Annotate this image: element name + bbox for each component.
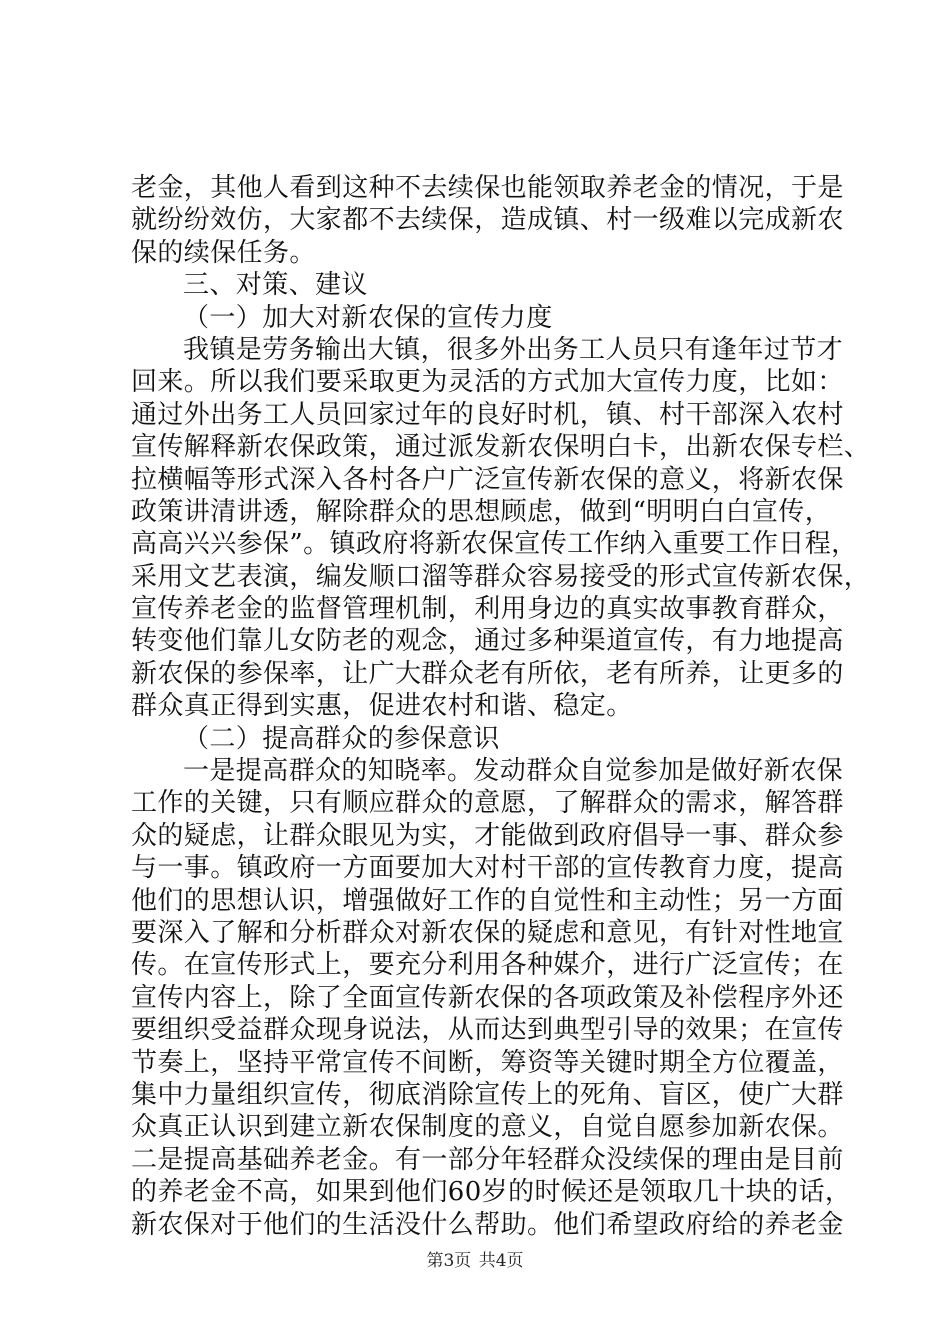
text-line: 他们的思想认识，增强做好工作的自觉性和主动性；另一方面	[131, 885, 844, 916]
text-line: 二是提高基础养老金。有一部分年轻群众没续保的理由是目前	[131, 1144, 844, 1175]
paragraph-start: 我镇是劳务输出大镇，很多外出务工人员只有逢年过节才	[183, 334, 844, 365]
text-line: 高高兴兴参保”。镇政府将新农保宣传工作纳入重要工作日程，	[131, 529, 858, 560]
subsection-heading: （二）提高群众的参保意识	[183, 723, 500, 754]
body-text	[131, 172, 871, 1241]
text-line: 传。在宣传形式上，要充分利用各种媒介，进行广泛宣传；在	[131, 950, 844, 981]
text-line: 群众真正得到实惠，促进农村和谐、稳定。	[131, 691, 633, 722]
text-line: 宣传养老金的监督管理机制，利用身边的真实故事教育群众，	[131, 594, 844, 625]
text-line: 宣传内容上，除了全面宣传新农保的各项政策及补偿程序外还	[131, 982, 844, 1013]
text-line: 老金，其他人看到这种不去续保也能领取养老金的情况，于是	[131, 173, 844, 203]
text-line: 政策讲清讲透，解除群众的思想顾虑，做到“明明白白宣传，	[131, 496, 832, 527]
page-number: 第3页	[426, 1251, 472, 1271]
page-total: 共4页	[478, 1251, 524, 1271]
text-line: 集中力量组织宣传，彻底消除宣传上的死角、盲区，使广大群	[131, 1079, 844, 1110]
subsection-heading: （一）加大对新农保的宣传力度	[183, 302, 553, 333]
text-line: 工作的关键，只有顺应群众的意愿，了解群众的需求，解答群	[131, 788, 844, 819]
text-line: 通过外出务工人员回家过年的良好时机，镇、村干部深入农村	[131, 399, 844, 430]
text-line: 转变他们靠儿女防老的观念，通过多种渠道宣传，有力地提高	[131, 626, 844, 657]
text-line: 新农保的参保率，让广大群众老有所依，老有所养，让更多的	[131, 658, 844, 689]
page-footer	[0, 1246, 950, 1271]
text-line: 保的续保任务。	[131, 237, 316, 268]
text-line: 采用文艺表演，编发顺口溜等群众容易接受的形式宣传新农保，	[131, 561, 871, 592]
paragraph-start: 一是提高群众的知晓率。发动群众自觉参加是做好新农保	[183, 756, 844, 787]
text-line: 新农保对于他们的生活没什么帮助。他们希望政府给的养老金	[131, 1209, 844, 1240]
text-line: 就纷纷效仿，大家都不去续保，造成镇、村一级难以完成新农	[131, 205, 844, 236]
text-line: 拉横幅等形式深入各村各户广泛宣传新农保的意义，将新农保	[131, 464, 844, 495]
text-line: 众的疑虑，让群众眼见为实，才能做到政府倡导一事、群众参	[131, 820, 844, 851]
text-line: 回来。所以我们要采取更为灵活的方式加大宣传力度，比如：	[131, 367, 844, 398]
text-line: 节奏上，坚持平常宣传不间断，筹资等关键时期全方位覆盖，	[131, 1047, 844, 1078]
text-line: 与一事。镇政府一方面要加大对村干部的宣传教育力度，提高	[131, 853, 844, 884]
text-line: 要深入了解和分析群众对新农保的疑虑和意见，有针对性地宣	[131, 917, 844, 948]
section-heading: 三、对策、建议	[183, 270, 368, 301]
text-line: 要组织受益群众现身说法，从而达到典型引导的效果；在宣传	[131, 1015, 844, 1046]
text-line: 宣传解释新农保政策，通过派发新农保明白卡，出新农保专栏、	[131, 432, 871, 463]
text-line: 众真正认识到建立新农保制度的意义，自觉自愿参加新农保。	[131, 1112, 844, 1143]
text-line: 的养老金不高，如果到他们60岁的时候还是领取几十块的话，	[131, 1177, 852, 1208]
